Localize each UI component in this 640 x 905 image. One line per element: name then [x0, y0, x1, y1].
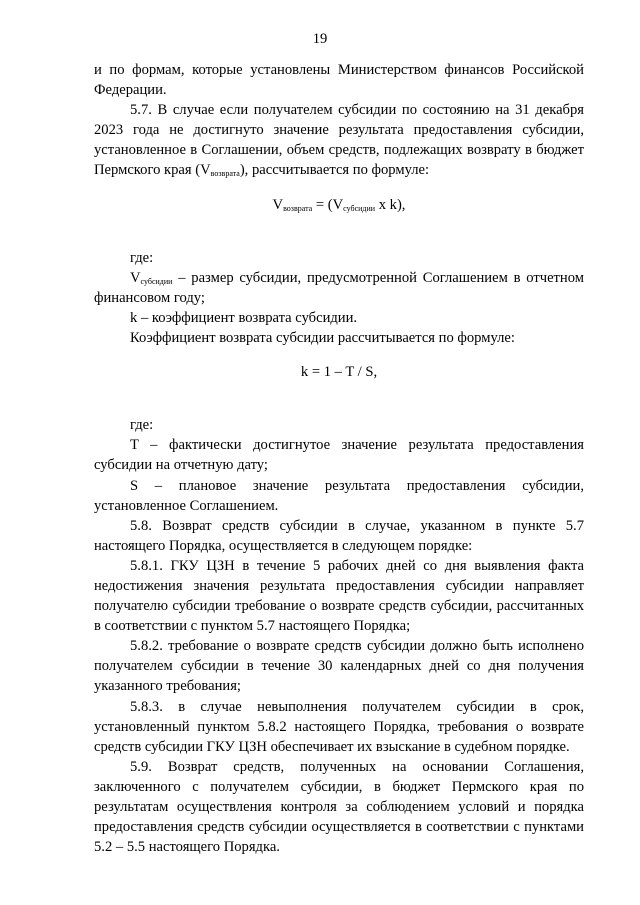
definition-s: S – плановое значение результата предоставления субсидии, установленное Соглашением. — [94, 477, 584, 514]
where-label: где: — [130, 417, 154, 434]
definition-t: T – фактически достигнутое значение результата предоставления субсидии на отчетную дату; — [94, 437, 584, 474]
paragraph-5-9: 5.9. Возврат средств, полученных на основании Соглашения, заключенного с получателем субсидии, в бюджет Пермского края по результатам осуществления контроля за соблюдением условий и порядка предоставления средств субсидии осуществляется в соответствии с пунктами 5.2 – 5.5 настоящего Порядка. — [94, 758, 584, 856]
document-body — [94, 60, 584, 857]
paragraph-5-8-2: 5.8.2. требование о возврате средств субсидии должно быть исполнено получателем субсидии в течение 30 календарных дней со дня получения указанного требования; — [94, 638, 584, 695]
formula-return-volume: $V_{возврата} = (V_{субсидии}$ x k), — [272, 196, 406, 213]
definition-v-subsidy: $V_{субсидии}$ – размер субсидии, предусмотренной Соглашением в отчетном финансовом году; — [94, 269, 584, 306]
paragraph-continuation: и по формам, которые установлены Министерством финансов Российской Федерации. — [94, 62, 584, 99]
paragraph-5-8-3: 5.8.3. в случае невыполнения получателем субсидии в срок, установленный пунктом 5.8.2 настоящего Порядка, требования о возврате средств субсидии ГКУ ЦЗН обеспечивает их взыскание в судебном порядке. — [94, 698, 584, 755]
formula-coefficient: k = 1 – T / S, — [300, 364, 378, 381]
paragraph-5-8: 5.8. Возврат средств субсидии в случае, указанном в пункте 5.7 настоящего Порядка, осуществляется в следующем порядке: — [94, 517, 584, 554]
where-label: где: — [130, 249, 154, 266]
paragraph-5-8-1: 5.8.1. ГКУ ЦЗН в течение 5 рабочих дней со дня выявления факта недостижения значения результата предоставления субсидии направляет получателю субсидии требование о возврате средств субсидии, рассчитанных в соответствии с пунктом 5.7 настоящего Порядка; — [94, 557, 584, 635]
k-formula-intro: Коэффициент возврата субсидии рассчитывается по формуле: — [130, 330, 515, 347]
page-number: 19 — [312, 31, 328, 47]
definition-k: k – коэффициент возврата субсидии. — [130, 309, 358, 326]
paragraph-5-7: 5.7. В случае если получателем субсидии по состоянию на 31 декабря 2023 года не достигнуто значение результата предоставления субсидии, установленное в Соглашении, объем средств, подлежащих возврату в бюджет Пермского края $(V_{возврата})$, рассчитывается по формуле: — [94, 102, 584, 179]
